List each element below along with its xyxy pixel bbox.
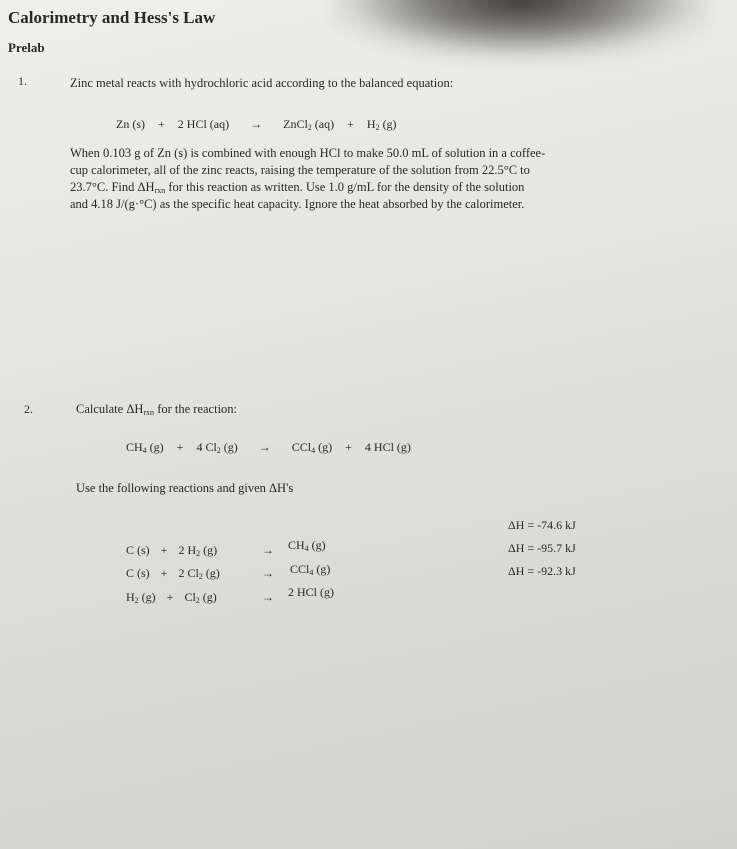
- reactant-ch4: $CH_4$ (g): [126, 440, 164, 455]
- given-reaction-1-product: $CH_4$ (g): [288, 538, 326, 553]
- given-reaction-2-reactants: C (s) + 2 $Cl_2$ (g): [126, 566, 220, 581]
- product-h2: $H_2$ (g): [366, 117, 397, 132]
- given-reactions-label: Use the following reactions and given ΔH's: [76, 481, 294, 495]
- question-2-number: 2.: [24, 402, 33, 416]
- page-title: Calorimetry and Hess's Law: [8, 8, 216, 27]
- question-2-prompt: Calculate $\Delta H_{rxn}$ for the reaction:: [76, 402, 238, 417]
- section-heading: Prelab: [8, 40, 45, 55]
- photo-shadow: [330, 0, 710, 60]
- given-reaction-2-product: CCl$_4$ (g): [290, 562, 331, 577]
- given-reaction-1-reactants: C (s) + 2 $H_2$ (g): [126, 543, 218, 558]
- reactant-zn: Zn (s): [116, 117, 145, 131]
- question-1-equation: [116, 117, 397, 132]
- question-1-line-2: cup calorimeter, all of the zinc reacts, raising the temperature of the solution from 22.5°C to: [70, 163, 530, 177]
- given-reaction-1-enthalpy: ΔH = -74.6 kJ: [508, 518, 576, 532]
- given-reaction-3-product: 2 HCl (g): [288, 585, 334, 599]
- plus-sign: +: [345, 440, 352, 454]
- reaction-arrow: →: [258, 440, 271, 454]
- question-1-intro: Zinc metal reacts with hydrochloric acid according to the balanced equation:: [70, 76, 454, 90]
- given-reaction-3-reactants: $H_2$ $(g) + Cl_2$ (g): [126, 590, 217, 605]
- reaction-arrow: →: [262, 590, 274, 604]
- reaction-arrow: →: [262, 543, 274, 557]
- reactant-cl2: 4 $Cl_2$ (g): [196, 440, 238, 455]
- given-reaction-3-enthalpy: ΔH = -92.3 kJ: [508, 564, 576, 578]
- given-reaction-2-enthalpy: ΔH = -95.7 kJ: [508, 541, 576, 555]
- reactant-hcl: 2 HCl (aq): [177, 117, 230, 131]
- plus-sign: +: [347, 117, 354, 131]
- question-1-line-1: When 0.103 g of Zn (s) is combined with enough HCl to make 50.0 mL of solution in a coffee-: [70, 146, 546, 160]
- product-ccl4: CCl$_4$ (g): [291, 440, 333, 455]
- question-1-number: 1.: [18, 74, 27, 88]
- reaction-arrow: →: [262, 566, 274, 580]
- question-1-line-3: 23.7°C. Find $\Delta H_{rxn}$ for this reaction as written. Use 1.0 g/mL for the density of the solution: [70, 180, 525, 195]
- reaction-arrow: →: [250, 117, 263, 131]
- plus-sign: +: [158, 117, 165, 131]
- product-zncl2: ZnCl$_2$ (aq): [283, 117, 335, 132]
- product-hcl: 4 HCl (g): [364, 440, 411, 454]
- plus-sign: +: [176, 440, 184, 454]
- question-2-target-equation: [126, 440, 411, 455]
- question-1-line-4: and 4.18 J/(g·°C) as the specific heat capacity. Ignore the heat absorbed by the calorimeter.: [70, 197, 525, 211]
